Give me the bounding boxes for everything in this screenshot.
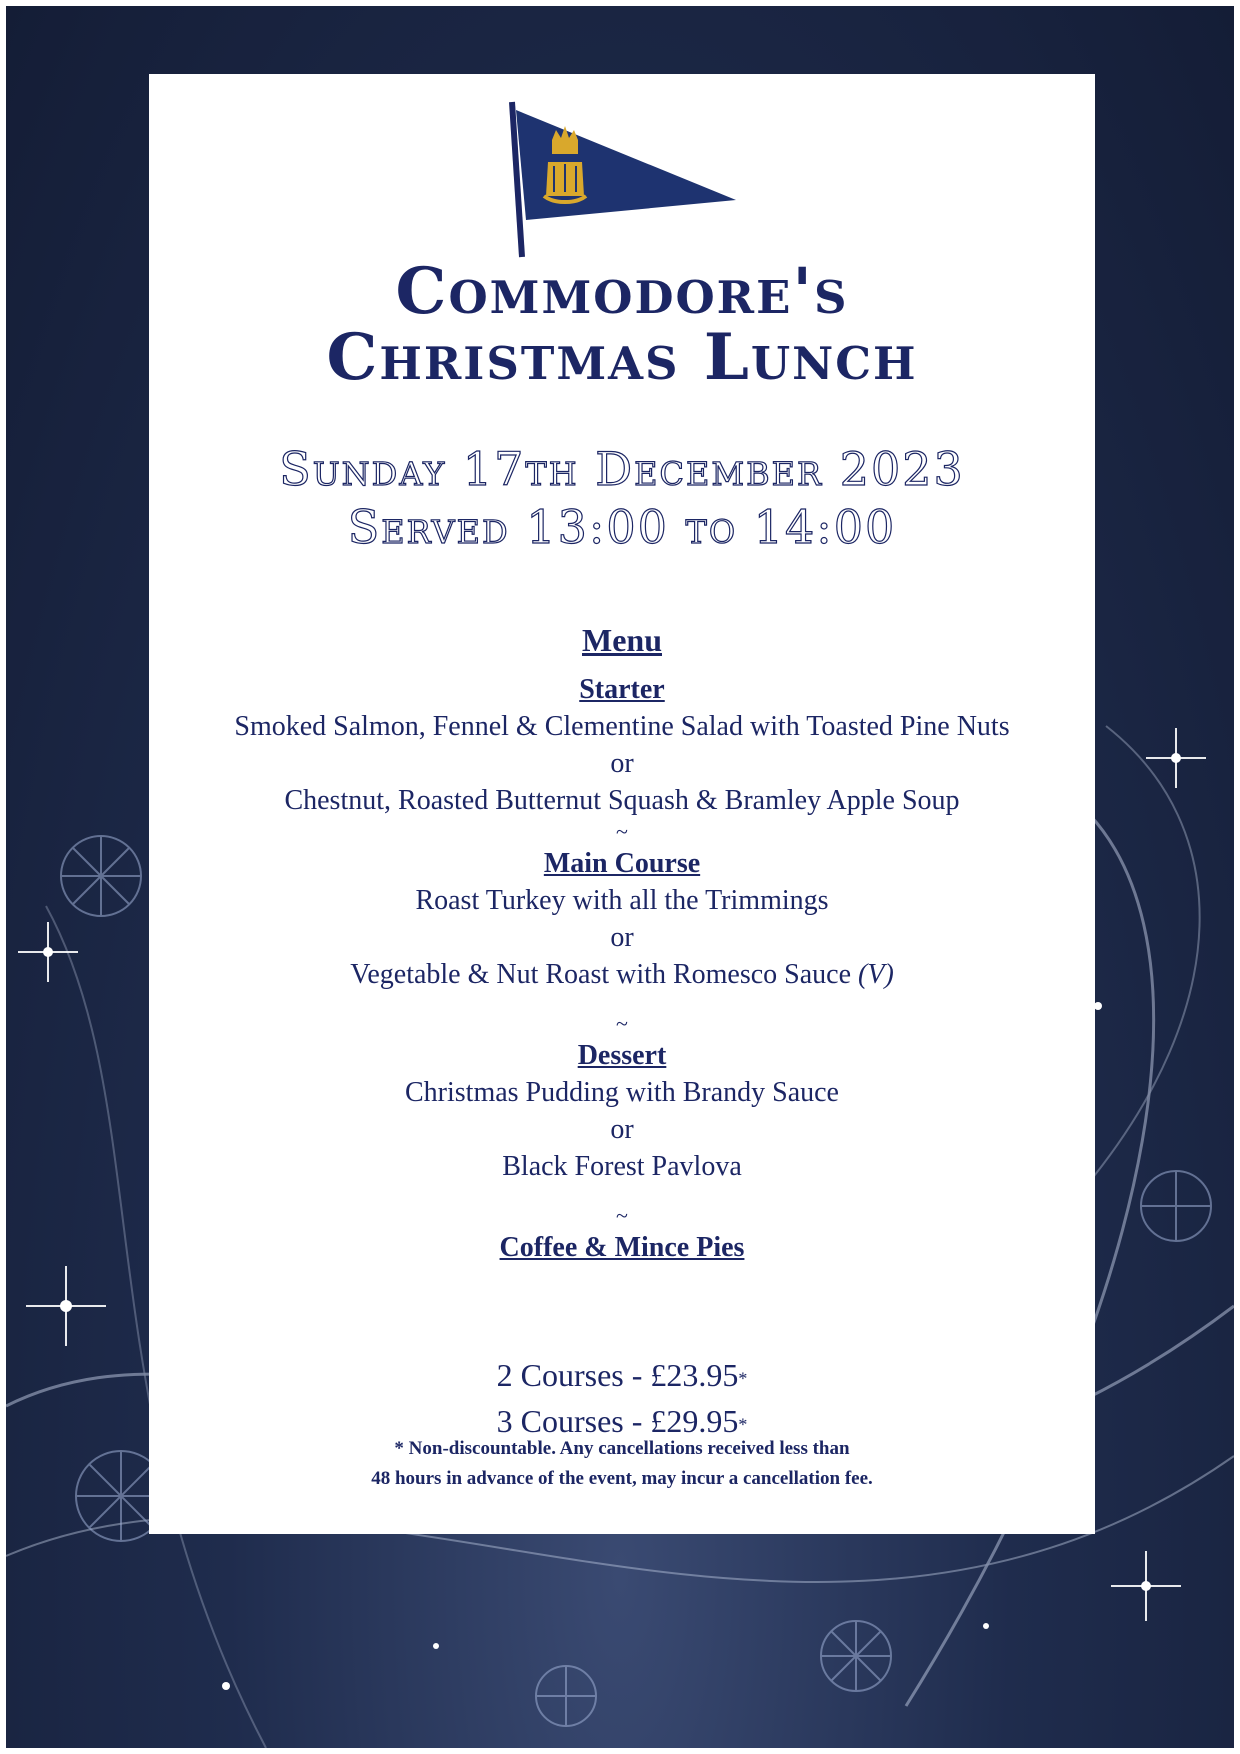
page-title xyxy=(149,254,1095,395)
price-two-courses xyxy=(149,1354,1095,1400)
main-option-1: Roast Turkey with all the Trimmings xyxy=(415,885,829,916)
vegetarian-tag: (V) xyxy=(858,959,894,990)
prices xyxy=(149,1354,1095,1445)
menu-card xyxy=(149,74,1095,1534)
main-course-heading: Main Course xyxy=(543,848,701,879)
menu-heading: Menu xyxy=(582,622,662,658)
dessert-option-1: Christmas Pudding with Brandy Sauce xyxy=(405,1077,839,1108)
separator: ~ xyxy=(616,1203,628,1228)
cancellation-note xyxy=(149,1434,1095,1494)
main-or: or xyxy=(610,922,634,953)
coffee-heading: Coffee & Mince Pies xyxy=(499,1232,745,1263)
dessert-or: or xyxy=(610,1114,634,1145)
starter-option-2: Chestnut, Roasted Butternut Squash & Bramley Apple Soup xyxy=(284,785,960,816)
starter-or: or xyxy=(610,748,634,779)
price-asterisk: * xyxy=(738,1368,748,1389)
title-line-1: Commodore's xyxy=(395,254,849,329)
dessert-heading: Dessert xyxy=(577,1040,667,1071)
separator: ~ xyxy=(616,819,628,844)
event-time: Served 13:00 to 14:00 xyxy=(347,500,897,554)
price-two-courses-text: 2 Courses - £23.95 xyxy=(496,1357,739,1393)
event-date: Sunday 17th December 2023 xyxy=(279,442,965,496)
club-burgee-icon xyxy=(504,92,744,262)
note-line-1: * Non-discountable. Any cancellations received less than xyxy=(394,1438,850,1459)
price-three-courses-text: 3 Courses - £29.95 xyxy=(496,1402,739,1439)
starter-heading: Starter xyxy=(579,674,665,705)
note-line-2: 48 hours in advance of the event, may incur a cancellation fee. xyxy=(371,1468,873,1489)
separator: ~ xyxy=(616,1011,628,1036)
menu-section xyxy=(149,622,1095,1266)
price-asterisk: * xyxy=(738,1414,748,1435)
event-details xyxy=(149,440,1095,556)
title-line-2: Christmas Lunch xyxy=(326,320,918,395)
starter-option-1: Smoked Salmon, Fennel & Clementine Salad with Toasted Pine Nuts xyxy=(234,711,1010,742)
main-option-2-row xyxy=(149,956,1095,993)
dessert-option-2: Black Forest Pavlova xyxy=(502,1151,742,1182)
main-option-2: Vegetable & Nut Roast with Romesco Sauce xyxy=(350,959,852,990)
